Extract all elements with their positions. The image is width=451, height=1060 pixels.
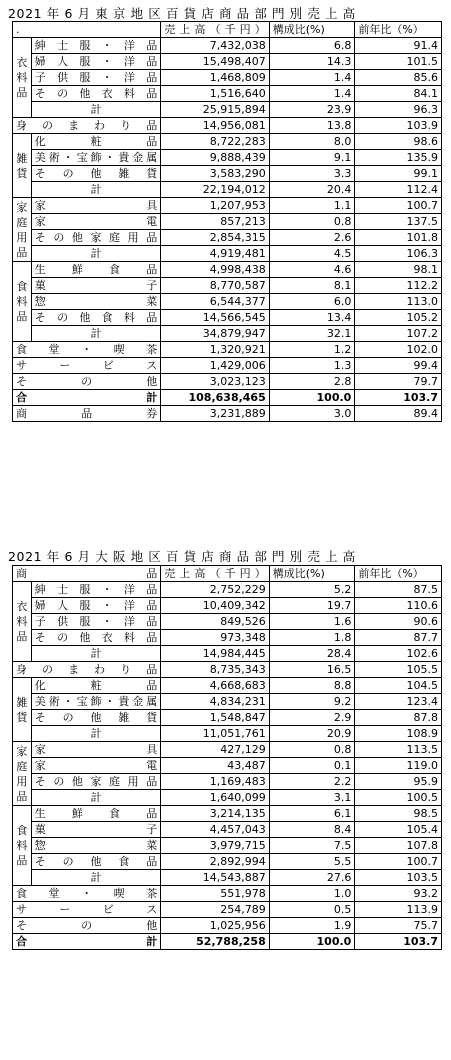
item-name: その他衣料品 <box>31 86 160 102</box>
item-name: その他食料品 <box>31 310 160 326</box>
ratio-value: 6.1 <box>269 806 355 822</box>
sales-value: 52,788,258 <box>161 934 270 950</box>
table-row <box>13 582 442 598</box>
item-name: 婦人服・洋品 <box>31 54 160 70</box>
sales-value: 2,892,994 <box>161 854 270 870</box>
item-name: その他食品 <box>31 854 160 870</box>
table-row <box>13 262 442 278</box>
category-char: 品 <box>16 310 28 323</box>
table-row <box>13 806 442 822</box>
item-name: その他 <box>13 918 161 934</box>
category-label <box>13 582 32 662</box>
header-row <box>13 22 442 38</box>
table-row <box>13 678 442 694</box>
subtotal-label: 計 <box>31 646 160 662</box>
ratio-value: 2.9 <box>269 710 355 726</box>
sales-value: 1,468,809 <box>161 70 270 86</box>
subtotal-label: 計 <box>31 870 160 886</box>
header-yoy: 前年比（%） <box>355 22 442 38</box>
sales-value: 1,640,099 <box>161 790 270 806</box>
yoy-value: 135.9 <box>355 150 442 166</box>
subtotal-row <box>13 790 442 806</box>
ratio-value: 3.1 <box>269 790 355 806</box>
sales-value: 10,409,342 <box>161 598 270 614</box>
sales-value: 973,348 <box>161 630 270 646</box>
subtotal-row <box>13 726 442 742</box>
item-name: 化粧品 <box>31 134 160 150</box>
sales-value: 254,789 <box>161 902 270 918</box>
item-name: 商品券 <box>13 406 161 422</box>
subtotal-label: 計 <box>31 102 160 118</box>
subtotal-row <box>13 646 442 662</box>
ratio-value: 4.5 <box>269 246 355 262</box>
table-row <box>13 294 442 310</box>
subtotal-label: 計 <box>31 726 160 742</box>
sales-value: 108,638,465 <box>161 390 270 406</box>
category-char: 料 <box>16 295 28 308</box>
table-row <box>13 342 442 358</box>
grand-total-row <box>13 390 442 406</box>
table-row <box>13 854 442 870</box>
item-name: 身のまわり品 <box>13 118 161 134</box>
sales-value: 7,432,038 <box>161 38 270 54</box>
ratio-value: 1.0 <box>269 886 355 902</box>
header-sales: 売上高（千円） <box>161 22 270 38</box>
table-row <box>13 198 442 214</box>
item-name: 家具 <box>31 198 160 214</box>
osaka-title: 2021 年 6 月 大 阪 地 区 百 貨 店 商 品 部 門 別 売 上 高 <box>8 549 356 564</box>
subtotal-label: 計 <box>31 246 160 262</box>
table-row <box>13 134 442 150</box>
sales-value: 9,888,439 <box>161 150 270 166</box>
ratio-value: 0.1 <box>269 758 355 774</box>
yoy-value: 113.5 <box>355 742 442 758</box>
sales-value: 3,583,290 <box>161 166 270 182</box>
item-name: 子供服・洋品 <box>31 614 160 630</box>
table-row <box>13 118 442 134</box>
category-label <box>13 38 32 118</box>
sales-value: 427,129 <box>161 742 270 758</box>
yoy-value: 103.5 <box>355 870 442 886</box>
category-label <box>13 806 32 886</box>
grand-total-label: 合計 <box>13 390 161 406</box>
item-name: 食堂・喫茶 <box>13 886 161 902</box>
sales-value: 8,770,587 <box>161 278 270 294</box>
sales-value: 8,735,343 <box>161 662 270 678</box>
yoy-value: 95.9 <box>355 774 442 790</box>
sales-value: 1,207,953 <box>161 198 270 214</box>
table-row <box>13 166 442 182</box>
item-name: その他家庭用品 <box>31 230 160 246</box>
sales-value: 857,213 <box>161 214 270 230</box>
ratio-value: 1.4 <box>269 70 355 86</box>
sales-value: 14,543,887 <box>161 870 270 886</box>
category-char: 家 <box>16 744 28 758</box>
yoy-value: 98.5 <box>355 806 442 822</box>
sales-value: 11,051,761 <box>161 726 270 742</box>
grand-total-row <box>13 934 442 950</box>
yoy-value: 96.3 <box>355 102 442 118</box>
sales-value: 25,915,894 <box>161 102 270 118</box>
table-row <box>13 358 442 374</box>
category-char: 貨 <box>16 166 28 180</box>
sales-value: 34,879,947 <box>161 326 270 342</box>
subtotal-row <box>13 246 442 262</box>
table-row <box>13 38 442 54</box>
ratio-value: 5.5 <box>269 854 355 870</box>
table-row <box>13 86 442 102</box>
table-row <box>13 278 442 294</box>
header-corner: 商品 <box>13 566 161 582</box>
item-name: 家具 <box>31 742 160 758</box>
ratio-value: 13.4 <box>269 310 355 326</box>
table-row <box>13 150 442 166</box>
item-name: その他 <box>13 374 161 390</box>
yoy-value: 85.6 <box>355 70 442 86</box>
ratio-value: 4.6 <box>269 262 355 278</box>
item-name: 家電 <box>31 758 160 774</box>
item-name: サービス <box>13 358 161 374</box>
yoy-value: 98.1 <box>355 262 442 278</box>
subtotal-row <box>13 102 442 118</box>
yoy-value: 103.7 <box>355 390 442 406</box>
ratio-value: 3.0 <box>269 406 355 422</box>
ratio-value: 1.2 <box>269 342 355 358</box>
sales-value: 6,544,377 <box>161 294 270 310</box>
ratio-value: 1.3 <box>269 358 355 374</box>
yoy-value: 123.4 <box>355 694 442 710</box>
sales-value: 4,668,683 <box>161 678 270 694</box>
yoy-value: 102.0 <box>355 342 442 358</box>
item-name: 菓子 <box>31 822 160 838</box>
item-name: その他雑貨 <box>31 710 160 726</box>
ratio-value: 0.8 <box>269 742 355 758</box>
ratio-value: 28.4 <box>269 646 355 662</box>
item-name: 子供服・洋品 <box>31 70 160 86</box>
category-char: 料 <box>16 615 28 628</box>
sales-value: 1,025,956 <box>161 918 270 934</box>
sales-value: 3,214,135 <box>161 806 270 822</box>
item-name: 菓子 <box>31 278 160 294</box>
sales-value: 3,023,123 <box>161 374 270 390</box>
tokyo-title: 2021 年 6 月 東 京 地 区 百 貨 店 商 品 部 門 別 売 上 高 <box>8 6 356 21</box>
header-corner: . <box>13 22 161 38</box>
item-name: 化粧品 <box>31 678 160 694</box>
ratio-value: 3.3 <box>269 166 355 182</box>
ratio-value: 0.8 <box>269 214 355 230</box>
subtotal-row <box>13 182 442 198</box>
item-name: 紳士服・洋品 <box>31 38 160 54</box>
ratio-value: 2.8 <box>269 374 355 390</box>
category-char: 雑 <box>16 151 28 165</box>
yoy-value: 113.9 <box>355 902 442 918</box>
ratio-value: 13.8 <box>269 118 355 134</box>
yoy-value: 106.3 <box>355 246 442 262</box>
item-name: 生鮮食品 <box>31 262 160 278</box>
category-char: 用 <box>16 230 28 244</box>
item-name: 惣菜 <box>31 838 160 854</box>
yoy-value: 105.5 <box>355 662 442 678</box>
yoy-value: 98.6 <box>355 134 442 150</box>
ratio-value: 9.2 <box>269 694 355 710</box>
category-char: 品 <box>16 854 28 867</box>
table-row <box>13 230 442 246</box>
yoy-value: 100.7 <box>355 198 442 214</box>
category-char: 品 <box>16 630 28 643</box>
header-sales: 売上高（千円） <box>161 566 270 582</box>
table-row <box>13 310 442 326</box>
ratio-value: 100.0 <box>269 934 355 950</box>
ratio-value: 1.8 <box>269 630 355 646</box>
yoy-value: 113.0 <box>355 294 442 310</box>
yoy-value: 100.5 <box>355 790 442 806</box>
ratio-value: 16.5 <box>269 662 355 678</box>
yoy-value: 89.4 <box>355 406 442 422</box>
item-name: サービス <box>13 902 161 918</box>
sales-value: 3,979,715 <box>161 838 270 854</box>
category-label <box>13 742 32 806</box>
ratio-value: 27.6 <box>269 870 355 886</box>
item-name: その他衣料品 <box>31 630 160 646</box>
ratio-value: 20.4 <box>269 182 355 198</box>
sales-value: 14,956,081 <box>161 118 270 134</box>
sales-value: 1,516,640 <box>161 86 270 102</box>
table-row <box>13 70 442 86</box>
yoy-value: 102.6 <box>355 646 442 662</box>
ratio-value: 6.8 <box>269 38 355 54</box>
yoy-value: 110.6 <box>355 598 442 614</box>
ratio-value: 8.1 <box>269 278 355 294</box>
yoy-value: 99.1 <box>355 166 442 182</box>
sales-value: 22,194,012 <box>161 182 270 198</box>
yoy-value: 100.7 <box>355 854 442 870</box>
item-name: 惣菜 <box>31 294 160 310</box>
ratio-value: 9.1 <box>269 150 355 166</box>
ratio-value: 8.0 <box>269 134 355 150</box>
yoy-value: 137.5 <box>355 214 442 230</box>
ratio-value: 8.4 <box>269 822 355 838</box>
yoy-value: 87.5 <box>355 582 442 598</box>
yoy-value: 101.5 <box>355 54 442 70</box>
grand-total-label: 合計 <box>13 934 161 950</box>
yoy-value: 107.2 <box>355 326 442 342</box>
sales-value: 43,487 <box>161 758 270 774</box>
yoy-value: 87.8 <box>355 710 442 726</box>
sales-value: 551,978 <box>161 886 270 902</box>
sales-value: 15,498,407 <box>161 54 270 70</box>
category-char: 食 <box>16 824 28 837</box>
table-row <box>13 614 442 630</box>
table-row <box>13 630 442 646</box>
sales-value: 849,526 <box>161 614 270 630</box>
ratio-value: 32.1 <box>269 326 355 342</box>
yoy-value: 103.7 <box>355 934 442 950</box>
yoy-value: 79.7 <box>355 374 442 390</box>
table-row <box>13 886 442 902</box>
yoy-value: 84.1 <box>355 86 442 102</box>
yoy-value: 101.8 <box>355 230 442 246</box>
category-char: 品 <box>16 86 28 99</box>
item-name: その他雑貨 <box>31 166 160 182</box>
sales-value: 4,919,481 <box>161 246 270 262</box>
category-char: 家 <box>16 200 28 214</box>
header-ratio: 構成比(%) <box>269 566 355 582</box>
sales-value: 4,834,231 <box>161 694 270 710</box>
table-row <box>13 742 442 758</box>
category-label <box>13 134 32 198</box>
item-name: その他家庭用品 <box>31 774 160 790</box>
subtotal-label: 計 <box>31 182 160 198</box>
ratio-value: 100.0 <box>269 390 355 406</box>
ratio-value: 20.9 <box>269 726 355 742</box>
yoy-value: 104.5 <box>355 678 442 694</box>
yoy-value: 103.9 <box>355 118 442 134</box>
yoy-value: 112.2 <box>355 278 442 294</box>
item-name: 美術・宝飾・貴金属 <box>31 694 160 710</box>
ratio-value: 1.4 <box>269 86 355 102</box>
category-char: 衣 <box>16 56 28 69</box>
ratio-value: 8.8 <box>269 678 355 694</box>
header-ratio: 構成比(%) <box>269 22 355 38</box>
category-char: 食 <box>16 280 28 293</box>
table-row <box>13 54 442 70</box>
ratio-value: 1.1 <box>269 198 355 214</box>
ratio-value: 6.0 <box>269 294 355 310</box>
ratio-value: 19.7 <box>269 598 355 614</box>
sales-value: 4,998,438 <box>161 262 270 278</box>
sales-value: 14,566,545 <box>161 310 270 326</box>
table-row <box>13 406 442 422</box>
ratio-value: 2.2 <box>269 774 355 790</box>
sales-value: 8,722,283 <box>161 134 270 150</box>
sales-value: 1,169,483 <box>161 774 270 790</box>
category-label <box>13 198 32 262</box>
ratio-value: 5.2 <box>269 582 355 598</box>
ratio-value: 2.6 <box>269 230 355 246</box>
item-name: 婦人服・洋品 <box>31 598 160 614</box>
yoy-value: 112.4 <box>355 182 442 198</box>
table-row <box>13 662 442 678</box>
table-row <box>13 822 442 838</box>
yoy-value: 105.4 <box>355 822 442 838</box>
yoy-value: 91.4 <box>355 38 442 54</box>
ratio-value: 1.6 <box>269 614 355 630</box>
subtotal-label: 計 <box>31 790 160 806</box>
yoy-value: 107.8 <box>355 838 442 854</box>
sales-value: 1,429,006 <box>161 358 270 374</box>
yoy-value: 90.6 <box>355 614 442 630</box>
header-yoy: 前年比（%） <box>355 566 442 582</box>
ratio-value: 23.9 <box>269 102 355 118</box>
sales-value: 4,457,043 <box>161 822 270 838</box>
subtotal-label: 計 <box>31 326 160 342</box>
yoy-value: 75.7 <box>355 918 442 934</box>
ratio-value: 0.5 <box>269 902 355 918</box>
category-label <box>13 678 32 742</box>
table-row <box>13 694 442 710</box>
yoy-value: 99.4 <box>355 358 442 374</box>
table-row <box>13 758 442 774</box>
ratio-value: 7.5 <box>269 838 355 854</box>
category-char: 庭 <box>16 759 28 773</box>
tokyo-sales-table <box>12 21 442 422</box>
ratio-value: 1.9 <box>269 918 355 934</box>
table-row <box>13 838 442 854</box>
sales-value: 14,984,445 <box>161 646 270 662</box>
category-char: 衣 <box>16 600 28 613</box>
category-char: 庭 <box>16 215 28 229</box>
header-row <box>13 566 442 582</box>
item-name: 紳士服・洋品 <box>31 582 160 598</box>
table-row <box>13 902 442 918</box>
category-char: 雑 <box>16 695 28 709</box>
table-row <box>13 710 442 726</box>
table-row <box>13 774 442 790</box>
sales-value: 3,231,889 <box>161 406 270 422</box>
category-label <box>13 262 32 342</box>
category-char: 貨 <box>16 710 28 724</box>
item-name: 食堂・喫茶 <box>13 342 161 358</box>
category-char: 品 <box>16 245 28 259</box>
table-row <box>13 214 442 230</box>
category-char: 用 <box>16 774 28 788</box>
sales-value: 2,752,229 <box>161 582 270 598</box>
osaka-sales-table <box>12 565 442 950</box>
yoy-value: 105.2 <box>355 310 442 326</box>
subtotal-row <box>13 870 442 886</box>
category-char: 料 <box>16 839 28 852</box>
item-name: 生鮮食品 <box>31 806 160 822</box>
sales-value: 1,320,921 <box>161 342 270 358</box>
yoy-value: 87.7 <box>355 630 442 646</box>
category-char: 品 <box>16 789 28 803</box>
sales-value: 1,548,847 <box>161 710 270 726</box>
yoy-value: 93.2 <box>355 886 442 902</box>
table-row <box>13 374 442 390</box>
yoy-value: 108.9 <box>355 726 442 742</box>
yoy-value: 119.0 <box>355 758 442 774</box>
table-row <box>13 598 442 614</box>
sales-value: 2,854,315 <box>161 230 270 246</box>
category-char: 料 <box>16 71 28 84</box>
ratio-value: 14.3 <box>269 54 355 70</box>
item-name: 身のまわり品 <box>13 662 161 678</box>
table-row <box>13 918 442 934</box>
subtotal-row <box>13 326 442 342</box>
item-name: 家電 <box>31 214 160 230</box>
item-name: 美術・宝飾・貴金属 <box>31 150 160 166</box>
